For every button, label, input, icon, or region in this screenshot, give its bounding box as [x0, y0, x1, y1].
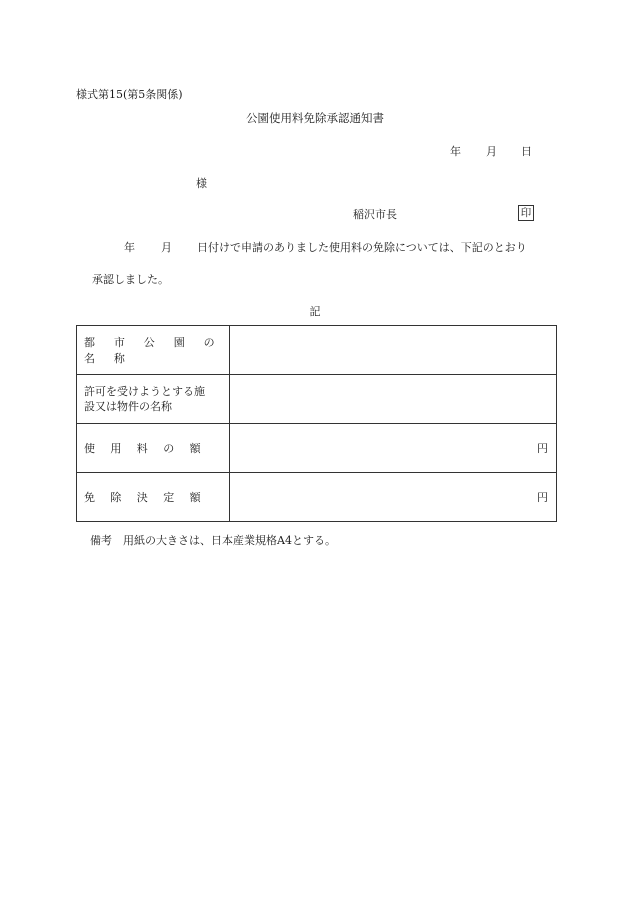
facility-name-label: [77, 375, 230, 424]
table-row: [77, 375, 557, 424]
addressee-suffix: 様: [196, 177, 207, 190]
form-number: 様式第15(第5条関係): [76, 88, 183, 101]
note-text: 備考 用紙の大きさは、日本産業規格A4とする。: [90, 534, 336, 547]
seal-mark: 印: [518, 205, 534, 221]
body-text-line2: 承認しました。: [92, 273, 169, 286]
body-date-year: 年: [124, 241, 135, 254]
body-date-month: 月: [161, 241, 172, 254]
yen-unit: 円: [537, 491, 548, 504]
details-table: [76, 325, 557, 522]
header-date-month: 月: [486, 145, 497, 158]
table-row: [77, 473, 557, 522]
header-date-year: 年: [450, 145, 461, 158]
park-name-value: [230, 326, 557, 375]
yen-unit: 円: [537, 442, 548, 455]
ki-heading: 記: [309, 305, 321, 318]
table-row: [77, 424, 557, 473]
park-name-label: 都 市 公 園 の 名 称: [77, 326, 230, 375]
header-date-day: 日: [521, 145, 532, 158]
document-title: 公園使用料免除承認通知書: [246, 111, 384, 125]
exemption-amount-label: 免 除 決 定 額: [77, 473, 230, 522]
facility-name-value: [230, 375, 557, 424]
table-row: [77, 326, 557, 375]
facility-label-line2: 設又は物件の名称: [84, 400, 172, 413]
fee-amount-label: 使 用 料 の 額: [77, 424, 230, 473]
fee-amount-value: [230, 424, 557, 473]
facility-label-line1: 許可を受けようとする施: [84, 385, 205, 398]
body-text-line1: 日付けで申請のありました使用料の免除については、下記のとおり: [197, 241, 527, 254]
issuer-name: 稲沢市長: [353, 208, 397, 221]
exemption-amount-value: [230, 473, 557, 522]
